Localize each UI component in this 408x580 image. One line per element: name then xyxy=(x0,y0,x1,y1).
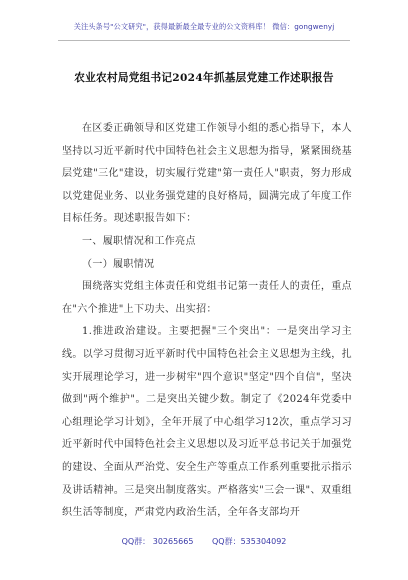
body-paragraph: 1.推进政治建设。主要把握"三个突出"：一是突出学习主线。以学习贯彻习近平新时代中国特色社会主义思想为主线，扎实开展理论学习，进一步树牢"四个意识"坚定"四个自信"，坚决做到"两个维护"。二是突出关键少数。制定了《2024年党委中心组理论学习计划》，全年开展了中心组学习12次，重点学习习近平新时代中国特色社会主义思想以及习近平总书记关于加强党的建设、全面从严治党、安全生产等重点工作系列重要批示指示及讲话精神。三是突出制度落实。严格落实"三会一课"、双重组织生活等制度，严肃党内政治生活，全年各支部均开 xyxy=(62,326,352,519)
subsection-heading: （一）履职情况 xyxy=(82,258,155,270)
document-title: 农业农村局党组书记2024年抓基层党建工作述职报告 xyxy=(74,72,334,84)
section-heading: 一、履职情况和工作亮点 xyxy=(82,235,196,247)
header-divider xyxy=(58,40,350,41)
intro-paragraph: 在区委正确领导和区党建工作领导小组的悉心指导下，本人坚持以习近平新时代中国特色社会主义思想为指导，紧紧围绕基层党建"三化"建设，切实履行党建"第一责任人"职责，努力形成以党建促业务、以业务强党建的良好格局，圆满完成了年度工作目标任务。现述职报告如下： xyxy=(62,123,352,225)
footer-qq-group-2: QQ群：535304092 xyxy=(212,537,287,546)
document-body xyxy=(62,118,352,525)
body-paragraph: 围绕落实党组主体责任和党组书记第一责任人的责任，重点在"六个推进"上下功夫、出实招： xyxy=(62,281,352,315)
footer-qq-group-1: QQ群： 30265665 xyxy=(121,537,194,546)
header-notice: 关注头条号"公文研究"，获得最新最全最专业的公文资料库！ 微信：gongwenyj xyxy=(73,22,335,31)
footer-contact xyxy=(0,536,408,547)
